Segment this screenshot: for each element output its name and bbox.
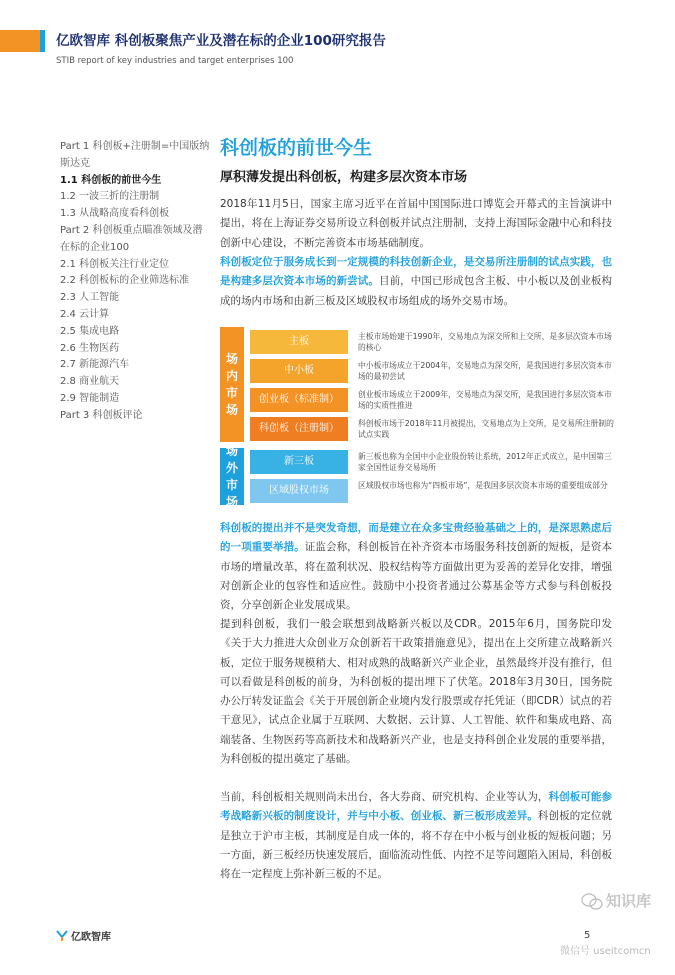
tier-regional-equity: 区域股权市场	[250, 479, 348, 503]
header-blue-rule	[40, 30, 45, 52]
paragraph-intro: 2018年11月5日，国家主席习近平在首届中国国际进口博览会开幕式的主旨演讲中提出，将在上海证券交易所设立科创板并试点注册制，支持上海国际金融中心和科技创新中心建设，不断完善资本市场基础制度。	[220, 198, 612, 249]
highlight-text: 科创板可能参考战略新兴板的制度设计，并与中小板、创业板、新三板形成差异。	[220, 791, 613, 823]
toc-item[interactable]: 2.2 科创板标的企业筛选标准	[60, 275, 190, 287]
body-text: 证监会称，科创板旨在补齐资本市场服务科技创新的短板，是资本市场的增量改革，将在盈利状况、股权结构等方面做出更为妥善的差异化安排，增强对创新企业的包容性和适应性。鼓励中小投资者通过公募基金等方式参与科创板投资，分享创新企业发展成果。	[220, 541, 613, 612]
report-subtitle: STIB report of key industries and target enterprises 100	[56, 56, 294, 66]
body-text: 科创板的定位就是独立于沪市主板，其制度是自成一体的，将不存在中小板与创业板的短板问题；另一方面，新三板经历快速发展后，面临流动性低、内控不足等问题陷入困局，科创板将在一定程度上弥补新三板的不足。	[220, 810, 613, 881]
paragraph-outlook	[220, 788, 612, 884]
highlight-text: 科创板的提出并不是突发奇想，而是建立在众多宝贵经验基础之上的，是深思熟虑后的一项重要举措。	[220, 522, 612, 554]
tier-neeq: 新三板	[250, 450, 348, 474]
watermark-id: 微信号 useitcomcn	[560, 946, 651, 957]
watermark-name: 知识库	[606, 892, 652, 910]
report-title: 亿欧智库 科创板聚焦产业及潜在标的企业100研究报告	[56, 33, 386, 49]
toc-item[interactable]: 2.7 新能源汽车	[60, 359, 130, 371]
tier-star-market: 科创板（注册制）	[250, 417, 348, 441]
body-text: 目前，中国已形成包含主板、中小板以及创业板构成的场内市场和由新三板及区域股权市场组成的场外交易市场。	[220, 275, 613, 307]
tier-description: 区域股权市场也称为“四板市场”，是我国多层次资本市场的重要组成部分	[358, 481, 608, 490]
body-text: 当前，科创板相关规则尚未出台，各大券商、研究机构、企业等认为，	[220, 791, 549, 803]
logo-mark-icon	[56, 930, 68, 942]
toc-item[interactable]: 2.3 人工智能	[60, 292, 120, 304]
table-of-contents	[60, 139, 210, 425]
toc-item[interactable]: 1.3 从战略高度看科创板	[60, 208, 170, 220]
toc-item[interactable]: 2.6 生物医药	[60, 342, 120, 354]
wechat-icon	[581, 893, 603, 911]
otc-market-label: 场外市场	[220, 448, 244, 505]
toc-item[interactable]: 2.8 商业航天	[60, 376, 120, 388]
toc-item[interactable]: 1.2 一波三折的注册制	[60, 191, 160, 203]
paragraph-positioning	[220, 253, 612, 311]
tier-description: 主板市场始建于1990年，交易地点为深交所和上交所，是多层次资本市场的核心	[358, 332, 612, 352]
market-structure-diagram	[220, 327, 615, 507]
onexchange-market-label: 场内市场	[220, 327, 244, 442]
tier-description: 创业板市场成立于2009年，交易地点为深交所，是我国进行多层次资本市场的实质性推进	[358, 390, 612, 410]
toc-item[interactable]: Part 1 科创板+注册制=中国版纳斯达克	[60, 141, 210, 169]
section-subtitle: 厚积薄发提出科创板，构建多层次资本市场	[220, 170, 468, 185]
tier-sme-board: 中小板	[250, 359, 348, 383]
page-number: 5	[584, 930, 591, 941]
tier-description: 中小板市场成立于2004年，交易地点为深交所，是我国进行多层次资本市场的最初尝试	[358, 361, 612, 381]
tier-description: 新三板也称为全国中小企业股份转让系统，2012年正式成立，是中国第三家全国性证券交易场所	[358, 452, 612, 472]
toc-item[interactable]: Part 3 科创板评论	[60, 409, 143, 421]
tier-chinext: 创业板（标准制）	[250, 388, 348, 412]
highlight-text: 科创板定位于服务成长到一定规模的科技创新企业，是交易所注册制的试点实践，也是构建多层次资本市场的新尝试。	[220, 256, 612, 288]
toc-item[interactable]: 2.1 科创板关注行业定位	[60, 258, 170, 270]
paragraph-rationale	[220, 519, 612, 615]
toc-item[interactable]: 2.9 智能制造	[60, 392, 120, 404]
header-orange-tab	[0, 30, 40, 52]
logo-text: 亿欧智库	[71, 932, 111, 943]
tier-description: 科创板市场于2018年11月被提出，交易地点为上交所，是交易所注册制的试点实践	[358, 419, 614, 439]
footer-logo	[56, 928, 111, 943]
tier-main-board: 主板	[250, 330, 348, 354]
paragraph-history: 提到科创板，我们一般会联想到战略新兴板以及CDR。2015年6月，国务院印发《关于大力推进大众创业万众创新若干政策措施意见》，提出在上交所建立战略新兴板，定位于服务规模稍大、相对成熟的战略新兴产业企业，虽然最终并没有推行，但可以看做是科创板的前身，为科创板的提出埋下了伏笔。2018年3月30日，国务院办公厅转发证监会《关于开展创新企业境内发行股票或存托凭证（即CDR）试点的若干意见》，试点企业属于互联网、大数据、云计算、人工智能、软件和集成电路、高端装备、生物医药等高新技术和战略新兴产业，也是支持科创企业发展的重要举措，为科创板的提出奠定了基础。	[220, 618, 612, 766]
toc-item[interactable]: 2.4 云计算	[60, 308, 110, 320]
toc-item-current[interactable]: 1.1 科创板的前世今生	[60, 174, 162, 186]
toc-item[interactable]: 2.5 集成电路	[60, 325, 120, 337]
section-title: 科创板的前世今生	[220, 137, 373, 159]
toc-item[interactable]: Part 2 科创板重点瞄准领域及潜在标的企业100	[60, 224, 203, 253]
